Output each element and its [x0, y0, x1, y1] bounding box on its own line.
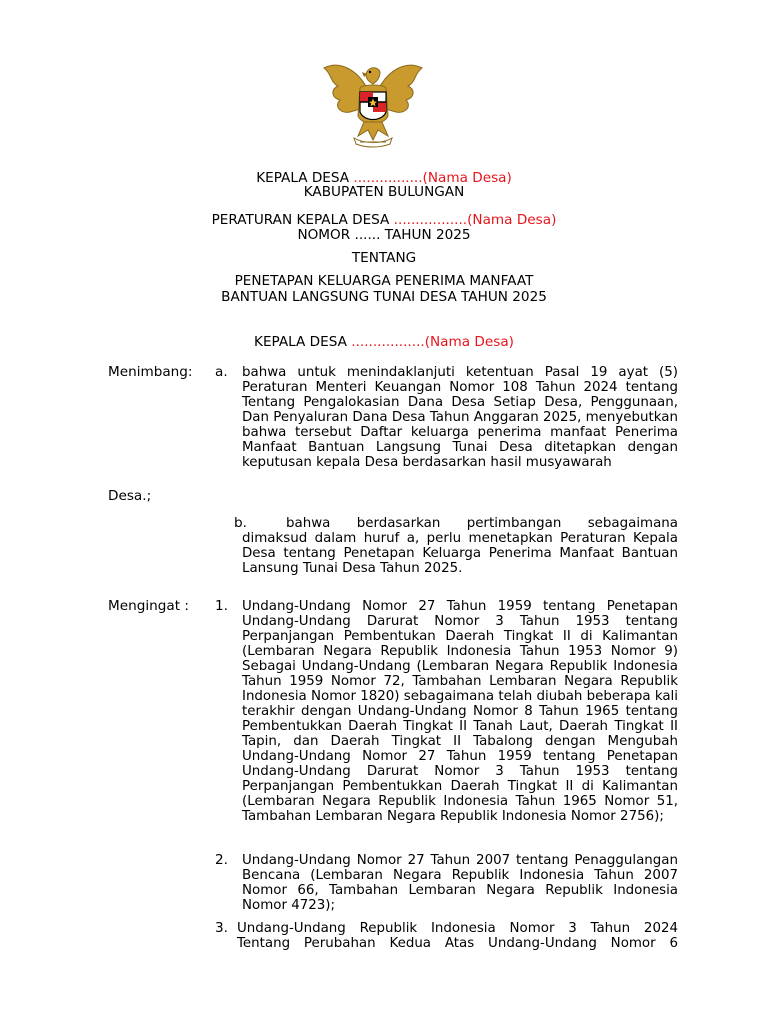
menimbang-label: Menimbang: — [108, 364, 193, 380]
mengingat-item-1-marker: 1. — [215, 598, 228, 614]
header-line-tentang: TENTANG — [351, 250, 417, 266]
header-line-kabupaten: KABUPATEN BULUNGAN — [303, 184, 465, 200]
garuda-pancasila-emblem-icon — [318, 60, 428, 152]
title-line-1: PENETAPAN KELUARGA PENERIMA MANFAAT — [234, 273, 534, 289]
menimbang-a-marker: a. — [215, 364, 228, 380]
header-text: PERATURAN KEPALA DESA — [211, 212, 394, 228]
village-name-placeholder: .................(Nama Desa) — [393, 212, 557, 228]
header-line-peraturan — [0, 213, 768, 228]
village-name-placeholder: .................(Nama Desa) — [351, 334, 514, 350]
mengingat-item-3-marker: 3. — [215, 920, 228, 936]
header-line-kepala-desa-2 — [0, 335, 768, 350]
header-text: KEPALA DESA — [256, 170, 354, 186]
menimbang-b-marker: b. — [234, 515, 247, 531]
header-line-nomor: NOMOR ...... TAHUN 2025 — [297, 227, 471, 243]
menimbang-b-text: bahwa berdasarkan pertimbangan sebagaimana dimaksud dalam huruf a, perlu menetapkan Peraturan Kepala Desa tentang Penetapan Keluarga Penerima Manfaat Bantuan Lansung Tunai Desa Tahun 2025. — [242, 516, 678, 576]
mengingat-label: Mengingat : — [108, 598, 189, 614]
desa-fragment: Desa.; — [108, 488, 152, 504]
menimbang-a-text: bahwa untuk menindaklanjuti ketentuan Pasal 19 ayat (5) Peraturan Menteri Keuangan Nomor 108 Tahun 2024 tentang Tentang Pengalokasian Dana Desa Setiap Desa, Penggunaan, Dan Penyaluran Dana Desa Tahun Anggaran 2025, menyebutkan bahwa tersebut Daftar keluarga penerima manfaat Penerima Manfaat Bantuan Langsung Tunai Desa ditetapkan dengan keputusan kepala Desa berdasarkan hasil musyawarah — [242, 365, 678, 470]
village-name-placeholder: ................(Nama Desa) — [353, 170, 512, 186]
mengingat-item-2-marker: 2. — [215, 852, 228, 868]
mengingat-item-2-text: Undang-Undang Nomor 27 Tahun 2007 tentang Penaggulangan Bencana (Lembaran Negara Republik Indonesia Tahun 2007 Nomor 66, Tambahan Lembaran Negara Republik Indonesia Nomor 4723); — [242, 853, 678, 913]
mengingat-item-1-text: Undang-Undang Nomor 27 Tahun 1959 tentang Penetapan Undang-Undang Darurat Nomor 3 Tahun 1953 tentang Perpanjangan Pembentukan Daerah Tingkat II di Kalimantan (Lembaran Negara Republik Indonesia Tahun 1953 Nomor 9) Sebagai Undang-Undang (Lembaran Negara Republik Indonesia Tahun 1959 Nomor 72, Tambahan Lembaran Negara Republik Indonesia Nomor 1820) sebagaimana telah diubah beberapa kali terakhir dengan Undang-Undang Nomor 8 Tahun 1965 tentang Pembentukkan Daerah Tingkat II Tanah Laut, Daerah Tingkat II Tapin, dan Daerah Tingkat II Tabalong dengan Mengubah Undang-Undang Nomor 27 Tahun 1959 tentang Penetapan Undang-Undang Darurat Nomor 3 Tahun 1953 tentang Perpanjangan Pembentukkan Daerah Tingkat II di Kalimantan (Lembaran Negara Republik Indonesia Tahun 1965 Nomor 51, Tambahan Lembaran Negara Republik Indonesia Nomor 2756); — [242, 599, 678, 824]
mengingat-item-3-text: Undang-Undang Republik Indonesia Nomor 3 Tahun 2024 Tentang Perubahan Kedua Atas Undang-Undang Nomor 6 — [237, 921, 678, 951]
title-line-2: BANTUAN LANGSUNG TUNAI DESA TAHUN 2025 — [221, 289, 547, 305]
header-text: KEPALA DESA — [254, 334, 352, 350]
